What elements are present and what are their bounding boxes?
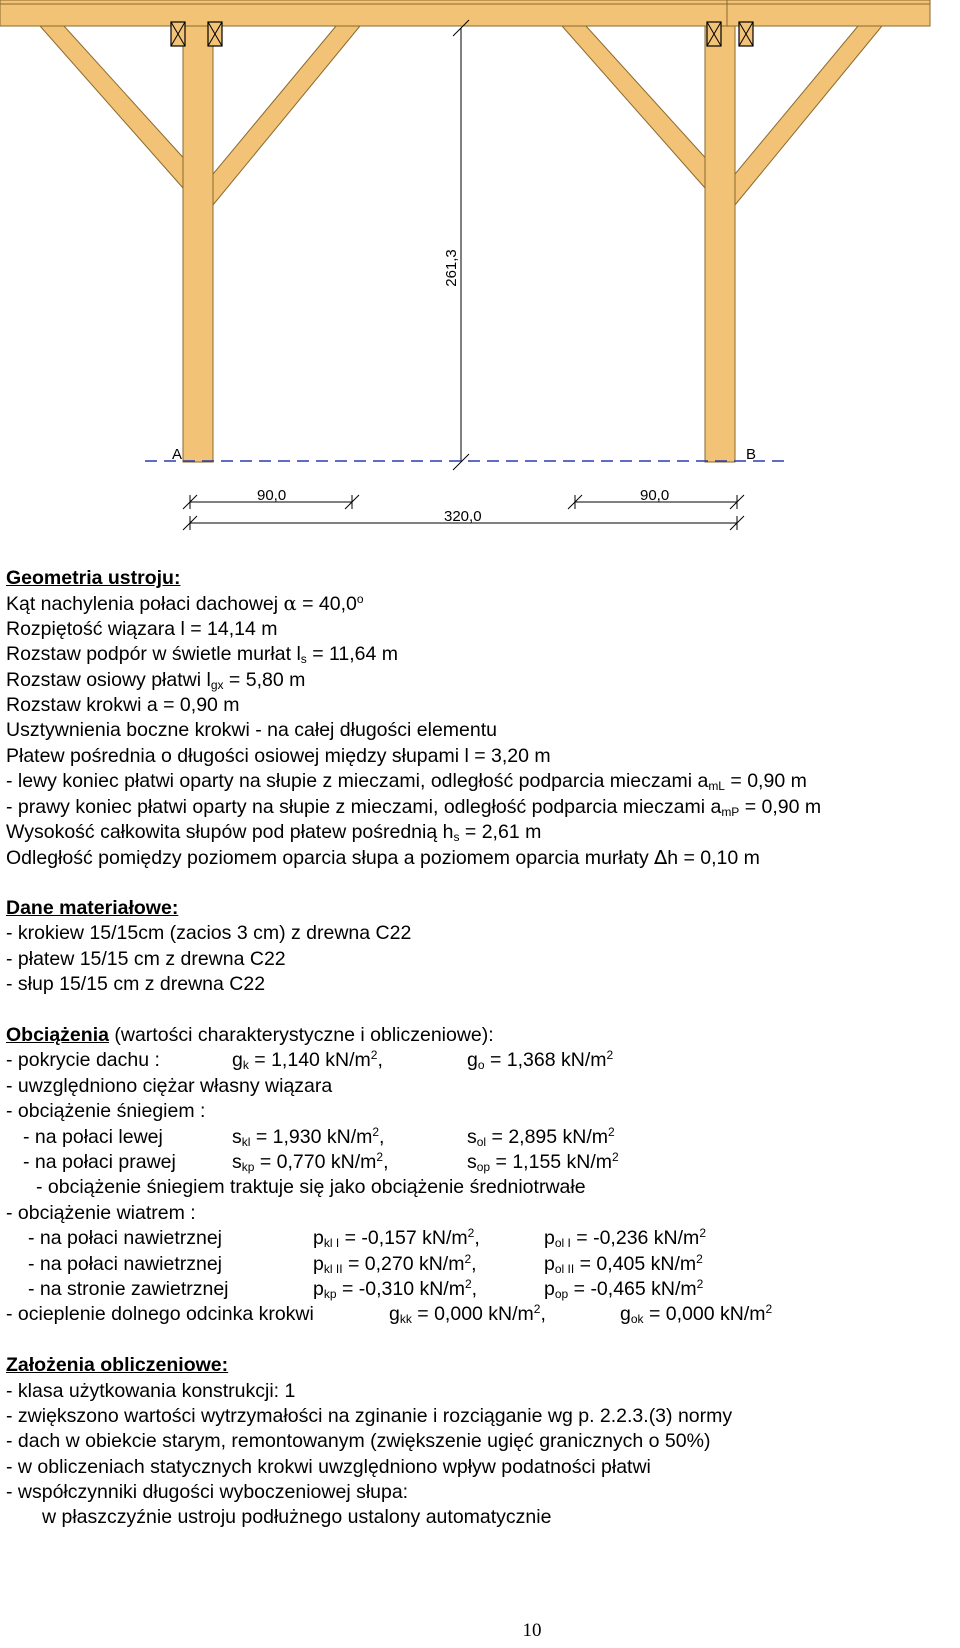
snow-note-line: - obciążenie śniegiem traktuje się jako obciążenie średniotrwałe [36, 1176, 586, 1199]
wind-line: - obciążenie wiatrem : [6, 1201, 196, 1224]
page-number: 10 [522, 1620, 542, 1641]
left-post-outer-brace [40, 26, 198, 205]
assumption-item: - dach w obiekcie starym, remontowanym (zwiększenie ugięć granicznych o 50%) [6, 1430, 711, 1453]
assumptions-heading: Założenia obliczeniowe: [6, 1354, 229, 1377]
material-item: - słup 15/15 cm z drewna C22 [6, 973, 266, 996]
assumption-item: w płaszczyźnie ustroju podłużnego ustalony automatycznie [42, 1506, 552, 1529]
left-post [183, 26, 213, 462]
support-a-label: A [172, 446, 183, 463]
assumption-item: - współczynniki długości wyboczeniowej słupa: [6, 1481, 409, 1504]
geometry-heading: Geometria ustroju: [6, 567, 181, 589]
right-post-outer-brace [735, 26, 882, 205]
wind-windward-1-line: - na połaci nawietrznej $p_{kl I} = -0,157$ $kN/m^2$, $p_{ol I} = -0,236$ $kN/m^2$ [28, 1226, 706, 1251]
loads-heading: Obciążenia [6, 1024, 109, 1047]
material-item: - płatew 15/15 cm z drewna C22 [6, 947, 286, 970]
left-post-inner-brace [213, 26, 360, 205]
insulation-line: - ocieplenie dolnego odcinka krokwi $g_{kk} = 0,000$ $kN/m^2$, $g_{ok} = 0,000$ $kN/m^2$ [6, 1302, 773, 1327]
total-span-label: 320,0 [444, 508, 482, 525]
loads-heading-line: Obciążenia (wartości charakterystyczne i obliczeniowe): [6, 1024, 494, 1047]
snow-right-line: - na połaci prawej $s_{kp} = 0,770$ $kN/m^2$, $s_{op} = 1,155$ $kN/m^2$ [23, 1149, 619, 1174]
materials-heading: Dane materiałowe: [6, 897, 179, 920]
span-line: Rozpiętość wiązara l = 14,14 m [6, 617, 278, 640]
roofing-line: - pokrycie dachu : $g_k = 1,140$ $kN/m^2$, $g_o = 1,368$ $kN/m^2$ [6, 1048, 614, 1073]
specification-text [6, 566, 956, 1531]
assumption-item: - w obliczeniach statycznych krokwi uwzględniono wpływ podatności płatwi [6, 1455, 651, 1478]
right-brace-span-label: 90,0 [640, 487, 670, 504]
wind-leeward-line: - na stronie zawietrznej $p_{kp} = -0,310$ $kN/m^2$, $p_{op} = -0,465$ $kN/m^2$ [28, 1276, 704, 1301]
right-post [705, 26, 735, 462]
middle-purlin-line: Płatew pośrednia o długości osiowej między słupami l = 3,20 m [6, 744, 551, 767]
left-brace-span-label: 90,0 [257, 487, 287, 504]
left-end-line: - lewy koniec płatwi oparty na słupie z mieczami, odległość podparcia mieczami $a_{mL} = 0,90$ m [6, 770, 807, 794]
post-height-line: Wysokość całkowita słupów pod płatew pośrednią $h_s = 2,61$ m [6, 820, 542, 844]
purlin-spacing-line: Rozstaw osiowy płatwi $l_{gx} = 5,80$ m [6, 668, 306, 692]
bracing-line: Usztywnienia boczne krokwi - na całej długości elementu [6, 719, 497, 742]
offset-line: Odległość pomiędzy poziomem oparcia słupa a poziomem oparcia murłaty ∆h = 0,10 m [6, 846, 760, 870]
self-weight-line: - uwzględniono ciężar własny wiązara [6, 1074, 333, 1097]
structure-drawing [0, 0, 960, 540]
assumption-item: - zwiększono wartości wytrzymałości na zginanie i rozciąganie wg p. 2.2.3.(3) normy [6, 1404, 733, 1427]
material-item: - krokiew 15/15cm (zacios 3 cm) z drewna C22 [6, 922, 412, 945]
height-label: 261,3 [443, 249, 460, 287]
wind-windward-2-line: - na połaci nawietrznej $p_{kl II} = 0,270$ $kN/m^2$, $p_{ol II} = 0,405$ $kN/m^2$ [28, 1251, 703, 1276]
support-b-label: B [746, 446, 757, 463]
assumption-item: - klasa użytkowania konstrukcji: 1 [6, 1379, 296, 1402]
snow-left-line: - na połaci lewej $s_{kl} = 1,930$ $kN/m^2$, $s_{ol} = 2,895$ $kN/m^2$ [23, 1124, 615, 1149]
rafter-spacing-line: Rozstaw krokwi a = 0,90 m [6, 693, 240, 716]
right-post-inner-brace [562, 26, 720, 205]
clear-span-line: Rozstaw podpór w świetle murłat $l_s = 11,64$ m [6, 643, 399, 667]
snow-line: - obciążenie śniegiem : [6, 1100, 206, 1123]
top-purlin-edge [0, 0, 930, 4]
right-end-line: - prawy koniec płatwi oparty na słupie z mieczami, odległość podparcia mieczami $a_{mP} = 0,90$ m [6, 795, 822, 819]
pitch-line: Kąt nachylenia połaci dachowej $\alpha = 40,0^o$ [6, 592, 364, 616]
timber-frame [0, 0, 930, 462]
